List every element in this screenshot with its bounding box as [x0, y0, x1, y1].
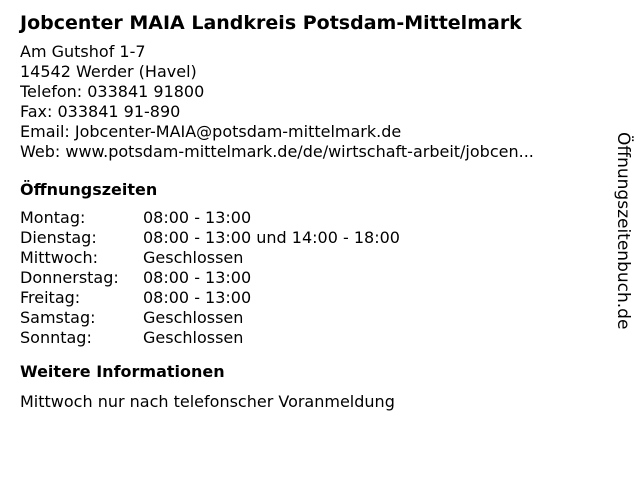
time-value: 08:00 - 13:00: [143, 208, 252, 227]
hours-row-wednesday: [20, 248, 400, 268]
city-line: 14542 Werder (Havel): [20, 62, 197, 81]
web-line: Web: www.potsdam-mittelmark.de/de/wirtschaft-arbeit/jobcen...: [20, 142, 534, 161]
opening-hours-heading: Öffnungszeiten: [20, 180, 158, 199]
day-label: Montag:: [20, 208, 86, 227]
hours-row-sunday: [20, 328, 400, 348]
time-value: 08:00 - 13:00: [143, 268, 252, 287]
day-label: Samstag:: [20, 308, 96, 327]
day-label: Donnerstag:: [20, 268, 119, 287]
phone-line: Telefon: 033841 91800: [20, 82, 205, 101]
opening-hours-table: [20, 208, 400, 348]
time-value: Geschlossen: [143, 308, 244, 327]
day-label: Freitag:: [20, 288, 81, 307]
time-value: 08:00 - 13:00: [143, 288, 252, 307]
time-value: Geschlossen: [143, 328, 244, 347]
business-card: [20, 10, 610, 412]
time-value: Geschlossen: [143, 248, 244, 267]
street-line: Am Gutshof 1-7: [20, 42, 146, 61]
day-label: Mittwoch:: [20, 248, 98, 267]
fax-line: Fax: 033841 91-890: [20, 102, 181, 121]
hours-row-saturday: [20, 308, 400, 328]
business-name: Jobcenter MAIA Landkreis Potsdam-Mittelmark: [20, 12, 522, 34]
hours-row-tuesday: [20, 228, 400, 248]
more-info-heading: Weitere Informationen: [20, 362, 225, 381]
more-info-text: Mittwoch nur nach telefonscher Voranmeldung: [20, 392, 395, 411]
time-value: 08:00 - 13:00 und 14:00 - 18:00: [143, 228, 400, 247]
site-watermark: Öffnungszeitenbuch.de: [613, 132, 633, 330]
hours-row-thursday: [20, 268, 400, 288]
email-line: Email: Jobcenter-MAIA@potsdam-mittelmark.de: [20, 122, 402, 141]
address-block: [20, 42, 610, 162]
hours-row-monday: [20, 208, 400, 228]
day-label: Dienstag:: [20, 228, 97, 247]
hours-row-friday: [20, 288, 400, 308]
day-label: Sonntag:: [20, 328, 92, 347]
